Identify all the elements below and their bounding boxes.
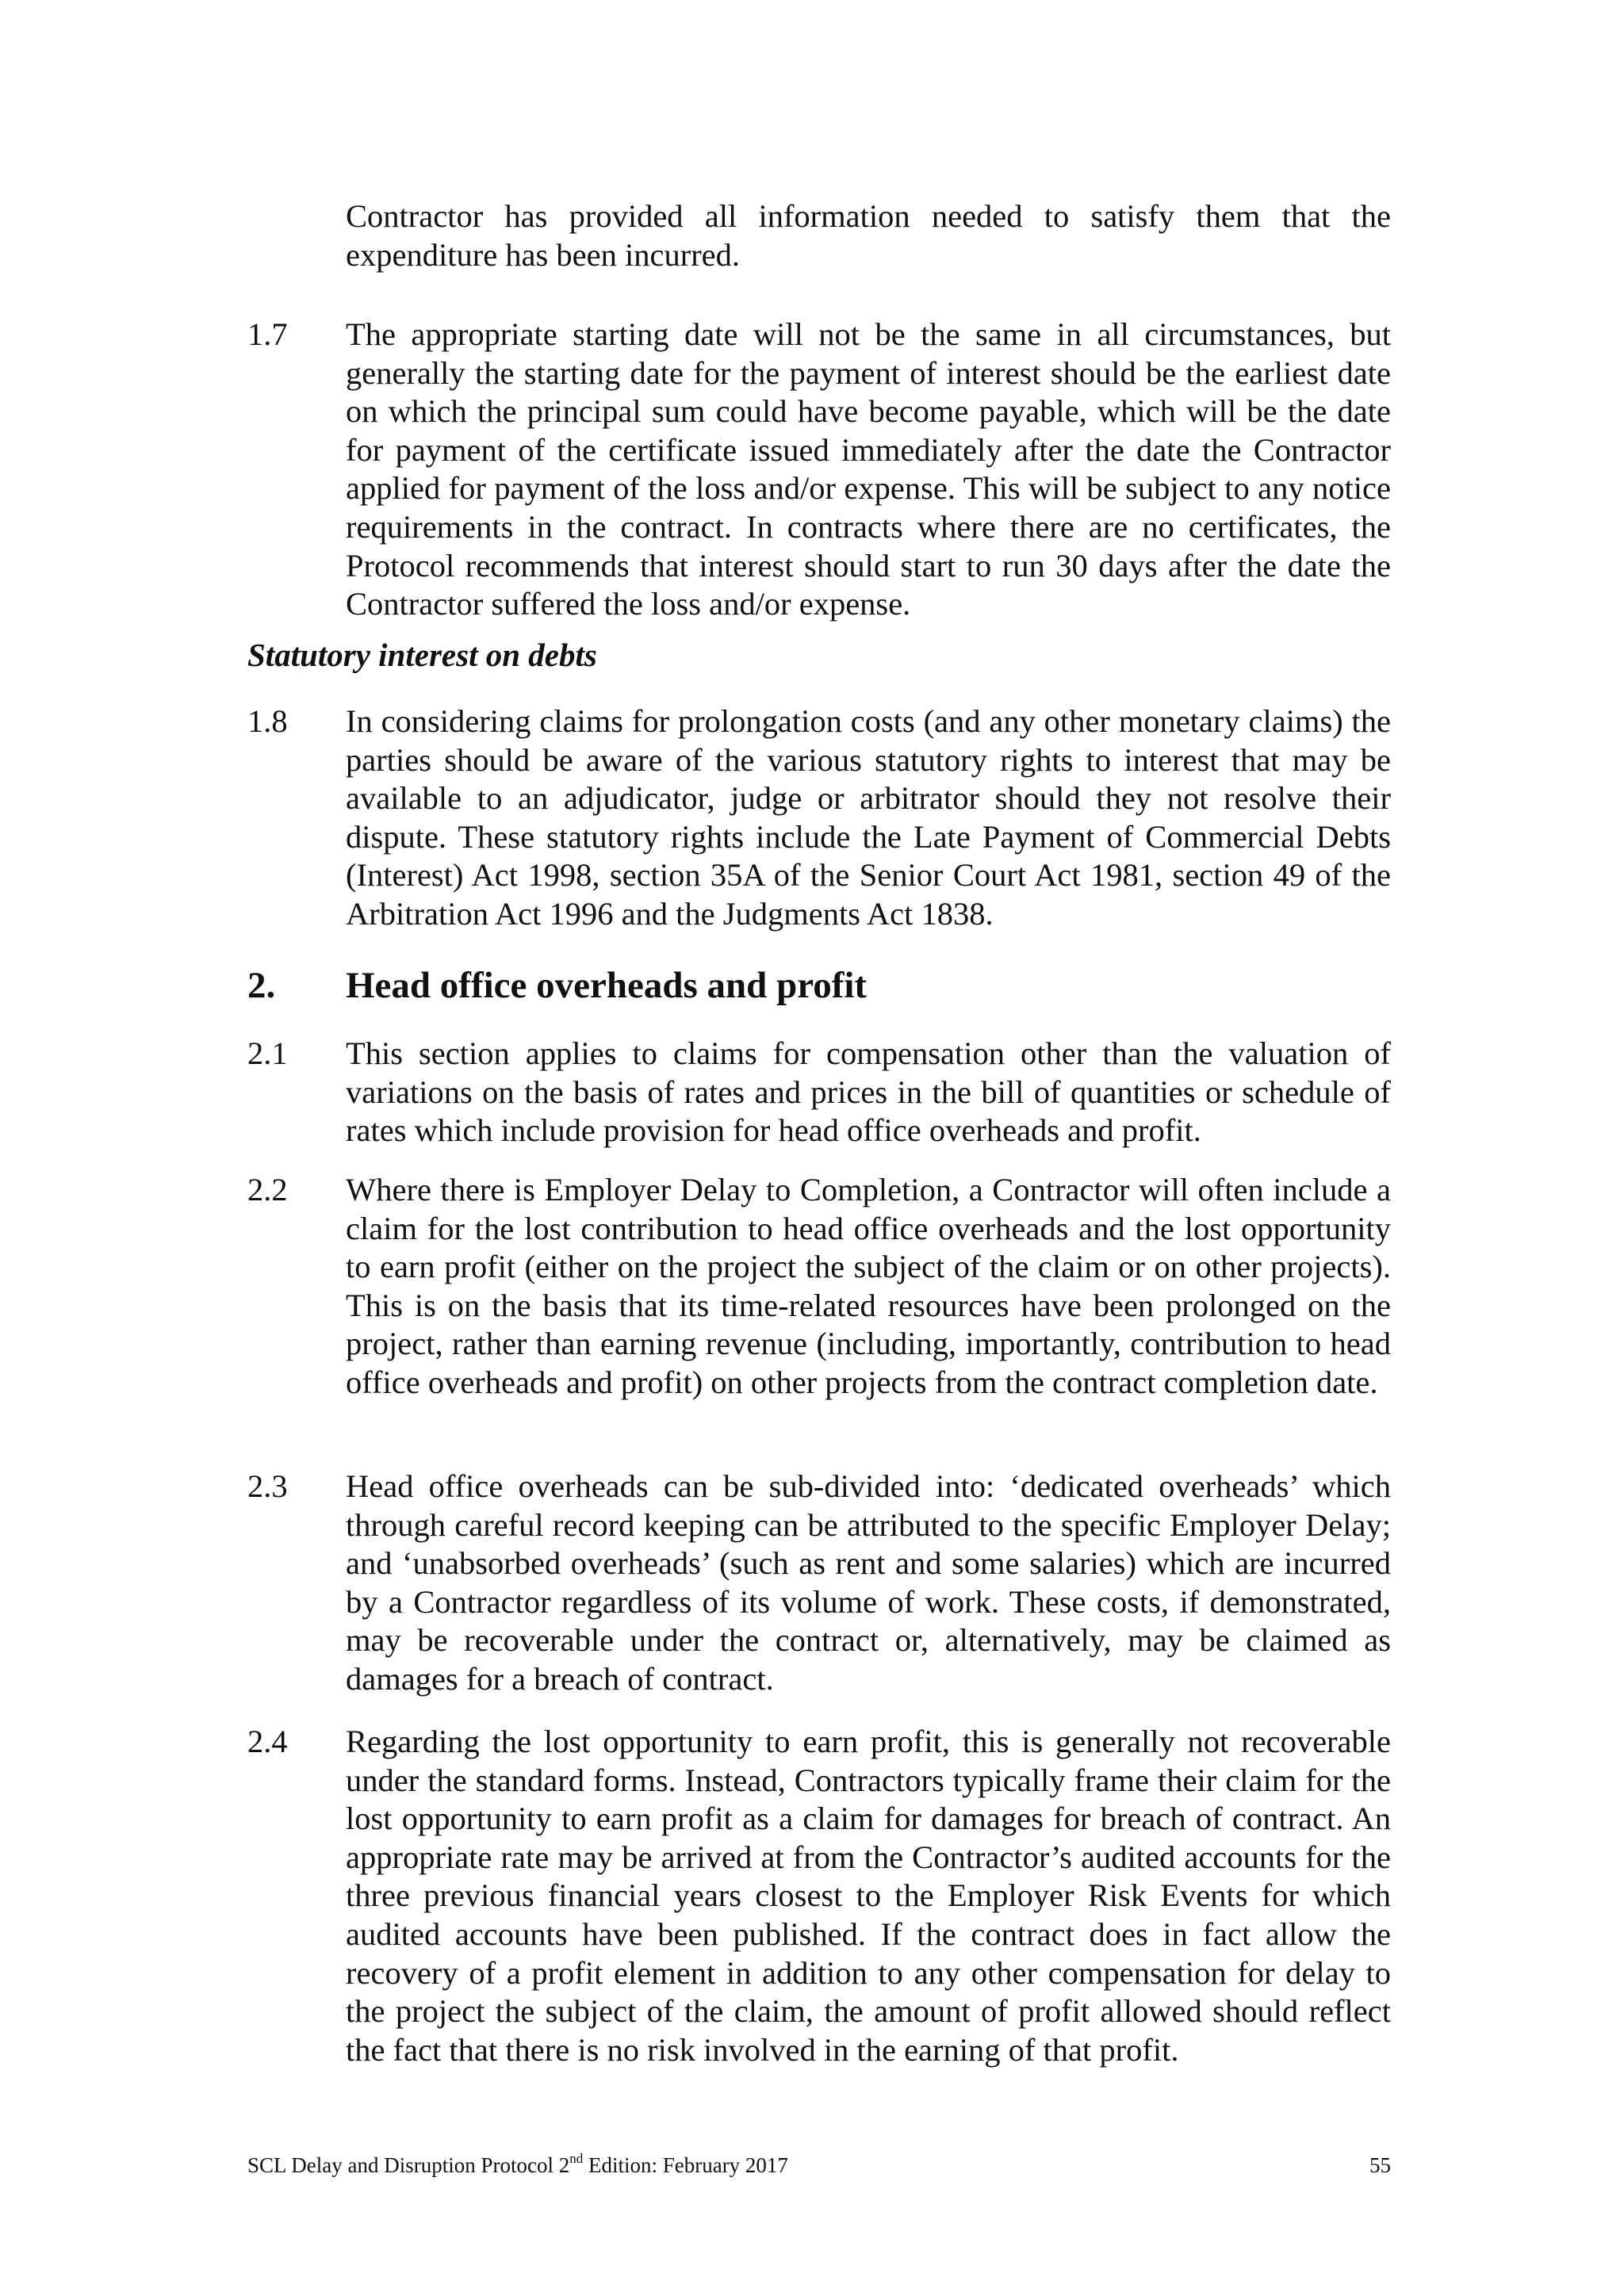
section-number: 2. xyxy=(247,965,276,1006)
paragraph-text: In considering claims for prolongation costs (and any other monetary claims) the parties should be aware of the various statutory rights to interest that may be available to an adjudicator, judge or arbitrator should they not resolve their dispute. These statutory rights include the Late Payment of Commercial Debts (Interest) Act 1998, section 35A of the Senior Court Act 1981, section 49 of the Arbitration Act 1996 and the Judgments Act 1838. xyxy=(346,703,1391,932)
paragraph-text: The appropriate starting date will not be the same in all circumstances, but generally the starting date for the payment of interest should be the earliest date on which the principal sum could have become payable, which will be the date for payment of the certificate issued immediately after the date the Contractor applied for payment of the loss and/or expense. This will be subject to any notice requirements in the contract. In contracts where there are no certificates, the Protocol recommends that interest should start to run 30 days after the date the Contractor suffered the loss and/or expense. xyxy=(346,316,1391,622)
footer-title-before: SCL Delay and Disruption Protocol 2 xyxy=(247,2153,570,2177)
section-title: Head office overheads and profit xyxy=(346,965,868,1006)
footer-title-superscript: nd xyxy=(569,2151,584,2166)
paragraph-number: 2.3 xyxy=(247,1468,288,1504)
paragraph-text: Where there is Employer Delay to Completion, a Contractor will often include a claim for the lost contribution to head office overheads and the lost opportunity to earn profit (either on the project the subject of the claim or on other projects). This is on the basis that its time-related resources have been prolonged on the project, rather than earning revenue (including, importantly, contribution to head office overheads and profit) on other projects from the contract completion date. xyxy=(346,1172,1391,1400)
continuation-paragraph: Contractor has provided all information needed to satisfy them that the expenditure has been incurred. xyxy=(346,198,1391,273)
paragraph-number: 2.1 xyxy=(247,1035,288,1071)
footer-title-after: Edition: February 2017 xyxy=(583,2153,788,2177)
paragraph-number: 2.2 xyxy=(247,1172,288,1207)
paragraph-number: 1.8 xyxy=(247,703,288,739)
paragraph-text: Regarding the lost opportunity to earn profit, this is generally not recoverable under the standard forms. Instead, Contractors typically frame their claim for the lost opportunity to earn profit as a claim for damages for breach of contract. An appropriate rate may be arrived at from the Contractor’s audited accounts for the three previous financial years closest to the Employer Risk Events for which audited accounts have been published. If the contract does in fact allow the recovery of a profit element in addition to any other compensation for delay to the project the subject of the claim, the amount of profit allowed should reflect the fact that there is no risk involved in the earning of that profit. xyxy=(346,1724,1391,2068)
paragraph-text: This section applies to claims for compensation other than the valuation of variations on the basis of rates and prices in the bill of quantities or schedule of rates which include provision for head office overheads and profit. xyxy=(346,1035,1391,1149)
paragraph-text: Head office overheads can be sub-divided into: ‘dedicated overheads’ which through careful record keeping can be attributed to the specific Employer Delay; and ‘unabsorbed overheads’ (such as rent and some salaries) which are incurred by a Contractor regardless of its volume of work. These costs, if demonstrated, may be recoverable under the contract or, alternatively, may be claimed as damages for a breach of contract. xyxy=(346,1468,1391,1697)
paragraph-number: 1.7 xyxy=(247,316,288,352)
footer-document-title xyxy=(247,2152,788,2179)
subheading-statutory-interest: Statutory interest on debts xyxy=(247,637,597,673)
paragraph-number: 2.4 xyxy=(247,1724,288,1759)
footer-page-number: 55 xyxy=(1369,2153,1391,2177)
